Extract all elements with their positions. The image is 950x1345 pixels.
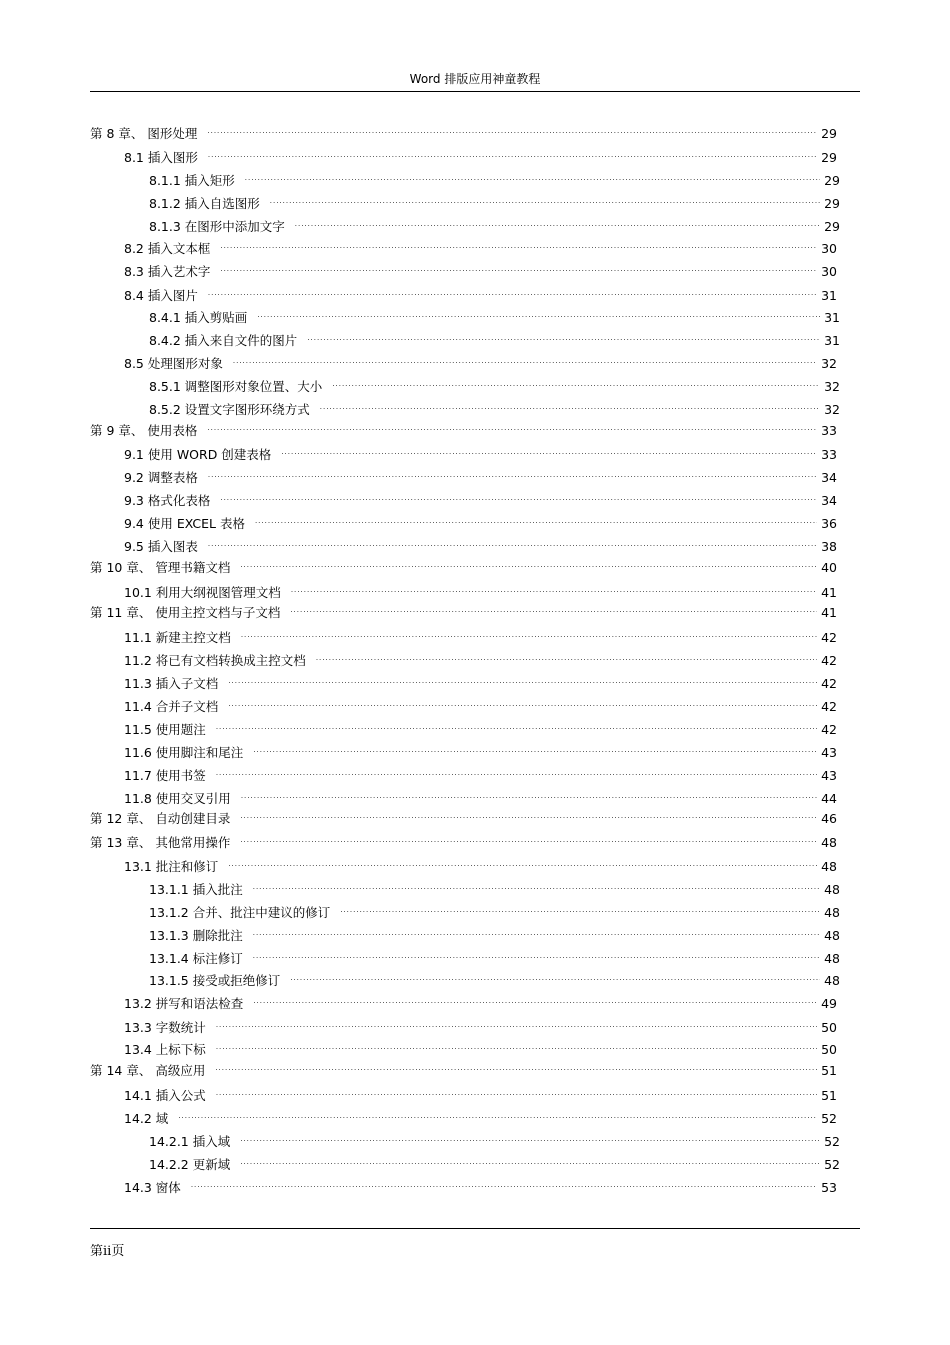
toc-entry[interactable]	[124, 1034, 837, 1057]
toc-entry-page: 29	[821, 126, 837, 141]
toc-entry-label: 8.1.3 在图形中添加文字	[149, 219, 285, 234]
toc-entry[interactable]	[124, 783, 837, 806]
dot-leader	[281, 439, 817, 459]
toc-entry[interactable]	[124, 622, 837, 645]
dot-leader	[253, 943, 820, 963]
dot-leader	[241, 783, 817, 803]
toc-entry[interactable]	[124, 1172, 837, 1195]
toc-entry-label: 11.7 使用书签	[124, 768, 206, 783]
toc-entry-page: 48	[824, 882, 840, 897]
toc-entry-page: 34	[821, 493, 837, 508]
toc-entry-page: 44	[821, 791, 837, 806]
dot-leader	[240, 1126, 820, 1146]
toc-entry[interactable]	[124, 668, 837, 691]
toc-entry-page: 48	[824, 905, 840, 920]
toc-entry[interactable]	[90, 803, 837, 826]
dot-leader	[316, 645, 817, 665]
toc-entry-label: 10.1 利用大纲视图管理文档	[124, 585, 281, 600]
toc-entry[interactable]	[149, 188, 840, 211]
toc-entry-page: 43	[821, 768, 837, 783]
toc-entry[interactable]	[124, 439, 837, 462]
toc-entry-label: 8.4.2 插入来自文件的图片	[149, 333, 298, 348]
toc-entry-page: 42	[821, 699, 837, 714]
toc-entry-page: 52	[824, 1134, 840, 1149]
toc-entry-page: 33	[821, 447, 837, 462]
toc-entry-page: 52	[824, 1157, 840, 1172]
toc-entry[interactable]	[149, 211, 840, 234]
dot-leader	[240, 1149, 820, 1169]
toc-entry-label: 13.1.5 接受或拒绝修订	[149, 973, 281, 988]
toc-entry-page: 46	[821, 811, 837, 826]
toc-entry-label: 9.2 调整表格	[124, 470, 198, 485]
toc-entry[interactable]	[124, 348, 837, 371]
toc-entry[interactable]	[90, 1055, 837, 1078]
toc-entry[interactable]	[149, 302, 840, 325]
toc-entry-page: 50	[821, 1020, 837, 1035]
toc-entry[interactable]	[124, 691, 837, 714]
toc-entry[interactable]	[124, 760, 837, 783]
toc-entry-page: 42	[821, 630, 837, 645]
toc-entry-label: 13.1.3 删除批注	[149, 928, 243, 943]
toc-entry-page: 31	[821, 288, 837, 303]
dot-leader	[216, 1080, 817, 1100]
toc-entry-page: 42	[821, 722, 837, 737]
toc-entry-label: 11.4 合并子文档	[124, 699, 219, 714]
toc-entry-page: 42	[821, 676, 837, 691]
dot-leader	[178, 1103, 817, 1123]
dot-leader	[228, 691, 817, 711]
dot-leader	[208, 280, 817, 300]
dot-leader	[215, 1055, 817, 1075]
toc-entry-label: 8.5 处理图形对象	[124, 356, 223, 371]
dot-leader	[228, 851, 817, 871]
toc-entry-label: 11.6 使用脚注和尾注	[124, 745, 244, 760]
toc-entry-label: 8.5.1 调整图形对象位置、大小	[149, 379, 323, 394]
dot-leader	[295, 211, 820, 231]
toc-entry-page: 29	[821, 150, 837, 165]
toc-entry[interactable]	[124, 233, 837, 256]
dot-leader	[207, 415, 817, 435]
dot-leader	[220, 485, 817, 505]
toc-entry-label: 13.3 字数统计	[124, 1020, 206, 1035]
toc-entry-label: 14.2 域	[124, 1111, 169, 1126]
toc-entry-page: 48	[824, 973, 840, 988]
toc-entry-page: 29	[824, 196, 840, 211]
toc-entry-label: 第 12 章、 自动创建目录	[90, 811, 231, 826]
toc-entry[interactable]	[124, 1103, 837, 1126]
toc-entry-label: 13.1.4 标注修订	[149, 951, 243, 966]
toc-entry-page: 53	[821, 1180, 837, 1195]
toc-entry-label: 8.4 插入图片	[124, 288, 198, 303]
dot-leader	[233, 348, 817, 368]
toc-entry-label: 13.1.1 插入批注	[149, 882, 243, 897]
toc-entry-page: 40	[821, 560, 837, 575]
toc-entry[interactable]	[124, 851, 837, 874]
toc-entry-page: 48	[824, 951, 840, 966]
dot-leader	[320, 394, 820, 414]
page-header-title: Word 排版应用神童教程	[409, 72, 541, 86]
toc-entry[interactable]	[124, 988, 837, 1011]
dot-leader	[307, 325, 820, 345]
toc-entry-label: 8.3 插入艺术字	[124, 264, 211, 279]
toc-entry[interactable]	[149, 325, 840, 348]
toc-entry-label: 8.1 插入图形	[124, 150, 198, 165]
toc-entry-label: 8.1.2 插入自选图形	[149, 196, 260, 211]
toc-entry-label: 14.2.2 更新域	[149, 1157, 231, 1172]
toc-entry-label: 第 13 章、 其他常用操作	[90, 835, 231, 850]
toc-entry-page: 31	[824, 333, 840, 348]
dot-leader	[216, 760, 817, 780]
toc-entry[interactable]	[124, 508, 837, 531]
toc-entry-label: 9.4 使用 EXCEL 表格	[124, 516, 245, 531]
toc-entry-label: 第 14 章、 高级应用	[90, 1063, 206, 1078]
toc-entry[interactable]	[149, 394, 840, 417]
toc-entry[interactable]	[124, 1080, 837, 1103]
toc-entry-label: 11.3 插入子文档	[124, 676, 219, 691]
dot-leader	[340, 897, 820, 917]
toc-entry[interactable]	[124, 462, 837, 485]
toc-entry-page: 32	[821, 356, 837, 371]
toc-entry[interactable]	[124, 737, 837, 760]
dot-leader	[253, 920, 820, 940]
toc-entry-page: 34	[821, 470, 837, 485]
toc-entry-label: 14.1 插入公式	[124, 1088, 206, 1103]
toc-entry-label: 13.2 拼写和语法检查	[124, 996, 244, 1011]
toc-entry[interactable]	[124, 577, 837, 600]
dot-leader	[270, 188, 820, 208]
toc-entry[interactable]	[124, 714, 837, 737]
toc-entry-label: 8.5.2 设置文字图形环绕方式	[149, 402, 310, 417]
dot-leader	[216, 1012, 817, 1032]
toc-entry-label: 11.2 将已有文档转换成主控文档	[124, 653, 306, 668]
toc-entry[interactable]	[149, 371, 840, 394]
toc-entry-label: 11.5 使用题注	[124, 722, 206, 737]
toc-entry-label: 13.1 批注和修订	[124, 859, 219, 874]
toc-entry-page: 52	[821, 1111, 837, 1126]
toc-entry-label: 8.4.1 插入剪贴画	[149, 310, 248, 325]
dot-leader	[291, 577, 817, 597]
dot-leader	[228, 668, 817, 688]
dot-leader	[255, 508, 817, 528]
toc-entry[interactable]	[149, 943, 840, 966]
toc-entry[interactable]	[149, 965, 840, 988]
toc-entry-page: 36	[821, 516, 837, 531]
dot-leader	[240, 827, 817, 847]
toc-entry-label: 14.2.1 插入域	[149, 1134, 231, 1149]
toc-entry-page: 29	[824, 173, 840, 188]
toc-entry-page: 30	[821, 241, 837, 256]
toc-entry[interactable]	[124, 485, 837, 508]
toc-entry[interactable]	[124, 1012, 837, 1035]
toc-entry-label: 13.1.2 合并、批注中建议的修订	[149, 905, 331, 920]
dot-leader	[290, 965, 820, 985]
toc-entry-page: 43	[821, 745, 837, 760]
page-number: 第ii页	[90, 1244, 125, 1259]
toc-entry-page: 32	[824, 402, 840, 417]
toc-entry-label: 第 11 章、 使用主控文档与子文档	[90, 605, 281, 620]
dot-leader	[290, 597, 817, 617]
toc-entry[interactable]	[149, 165, 840, 188]
dot-leader	[241, 622, 817, 642]
toc-entry[interactable]	[149, 1149, 840, 1172]
footer-divider	[90, 1228, 860, 1229]
toc-entry[interactable]	[90, 118, 837, 141]
toc-entry[interactable]	[124, 280, 837, 303]
dot-leader	[208, 142, 817, 162]
dot-leader	[220, 256, 817, 276]
toc-entry-page: 51	[821, 1063, 837, 1078]
toc-entry[interactable]	[149, 920, 840, 943]
toc-entry-label: 13.4 上标下标	[124, 1042, 206, 1057]
dot-leader	[208, 462, 817, 482]
dot-leader	[253, 874, 820, 894]
toc-entry[interactable]	[149, 1126, 840, 1149]
toc-entry-page: 31	[824, 310, 840, 325]
toc-entry-page: 30	[821, 264, 837, 279]
dot-leader	[191, 1172, 817, 1192]
toc-entry[interactable]	[90, 827, 837, 850]
dot-leader	[240, 803, 817, 823]
toc-entry-page: 32	[824, 379, 840, 394]
toc-entry[interactable]	[90, 415, 837, 438]
toc-entry-label: 14.3 窗体	[124, 1180, 181, 1195]
toc-entry-page: 48	[824, 928, 840, 943]
toc-entry[interactable]	[124, 531, 837, 554]
dot-leader	[216, 1034, 817, 1054]
toc-entry-label: 8.2 插入文本框	[124, 241, 211, 256]
toc-entry-page: 48	[821, 835, 837, 850]
toc-entry-label: 11.1 新建主控文档	[124, 630, 231, 645]
toc-entry-label: 9.3 格式化表格	[124, 493, 211, 508]
toc-entry[interactable]	[124, 645, 837, 668]
dot-leader	[208, 531, 817, 551]
toc-entry-page: 51	[821, 1088, 837, 1103]
dot-leader	[253, 737, 817, 757]
toc-entry[interactable]	[124, 256, 837, 279]
dot-leader	[240, 552, 817, 572]
toc-entry-label: 9.5 插入图表	[124, 539, 198, 554]
dot-leader	[216, 714, 817, 734]
toc-entry-label: 第 10 章、 管理书籍文档	[90, 560, 231, 575]
toc-entry-label: 8.1.1 插入矩形	[149, 173, 235, 188]
toc-entry[interactable]	[149, 874, 840, 897]
toc-entry-label: 第 8 章、 图形处理	[90, 126, 198, 141]
dot-leader	[253, 988, 817, 1008]
toc-entry[interactable]	[149, 897, 840, 920]
header-divider	[90, 91, 860, 92]
toc-entry-page: 33	[821, 423, 837, 438]
toc-entry-page: 50	[821, 1042, 837, 1057]
toc-entry-page: 49	[821, 996, 837, 1011]
toc-entry-label: 第 9 章、 使用表格	[90, 423, 198, 438]
toc-entry-page: 41	[821, 605, 837, 620]
toc-entry-page: 48	[821, 859, 837, 874]
toc-entry[interactable]	[90, 597, 837, 620]
toc-entry[interactable]	[124, 142, 837, 165]
dot-leader	[220, 233, 817, 253]
dot-leader	[245, 165, 820, 185]
toc-entry-label: 9.1 使用 WORD 创建表格	[124, 447, 272, 462]
toc-entry-page: 41	[821, 585, 837, 600]
toc-entry[interactable]	[90, 552, 837, 575]
toc-entry-label: 11.8 使用交叉引用	[124, 791, 231, 806]
dot-leader	[332, 371, 820, 391]
dot-leader	[207, 118, 817, 138]
dot-leader	[257, 302, 820, 322]
toc-entry-page: 42	[821, 653, 837, 668]
toc-entry-page: 29	[824, 219, 840, 234]
toc-entry-page: 38	[821, 539, 837, 554]
